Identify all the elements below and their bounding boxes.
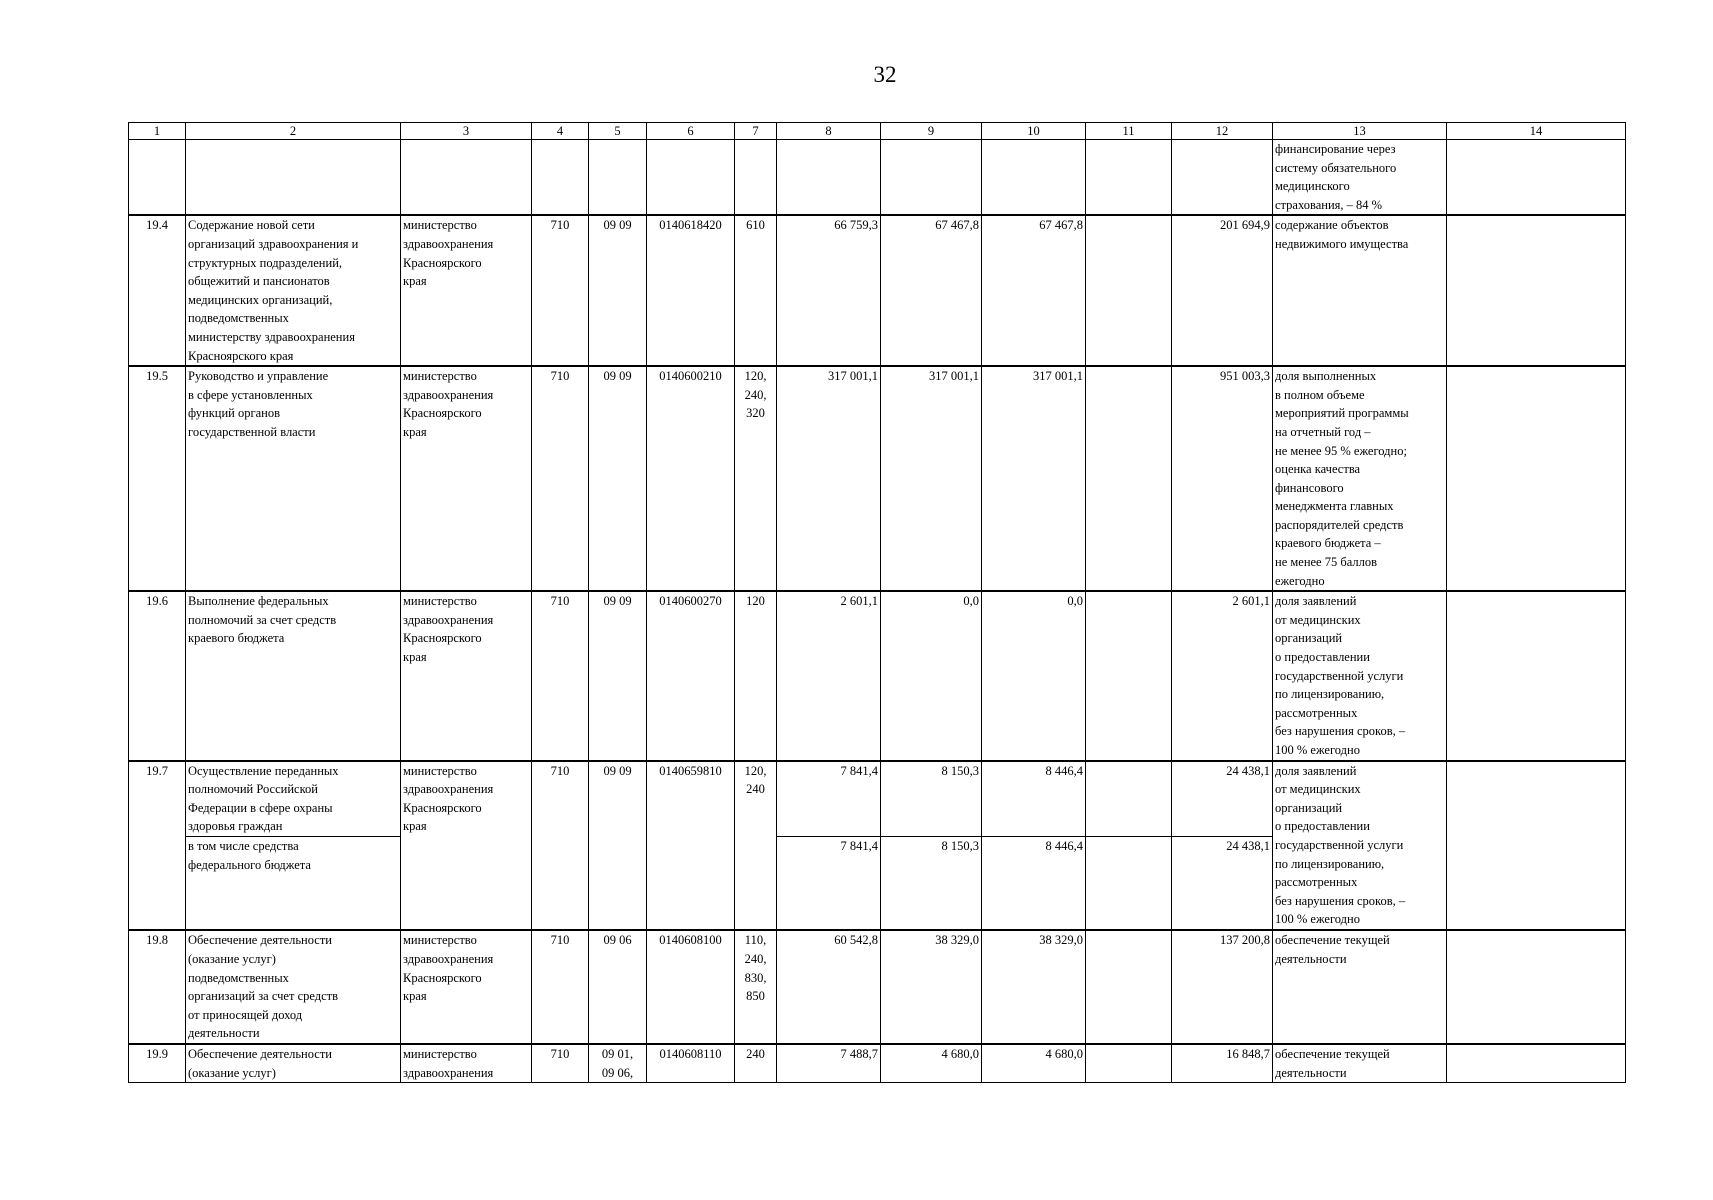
cell-col14 bbox=[1447, 930, 1626, 1044]
column-header: 1 bbox=[129, 123, 186, 140]
cell-result: обеспечение текущей деятельности bbox=[1273, 1044, 1447, 1083]
cell-expense-type: 120 bbox=[735, 591, 777, 760]
cell-year3: 38 329,0 bbox=[982, 930, 1086, 1044]
cell-name: Обеспечение деятельности (оказание услуг) подведомственных организаций за счет средств от приносящей доход деятельности bbox=[186, 930, 401, 1044]
cell-result: доля заявлений от медицинских организаций о предоставлении государственной услуги по лицензированию, рассмотренных без нарушения сроков, – 100 % ежегодно bbox=[1273, 591, 1447, 760]
table-row bbox=[129, 1044, 1626, 1083]
cell-executor: министерство здравоохранения Красноярского края bbox=[401, 366, 532, 591]
cell-section bbox=[589, 140, 647, 216]
cell-number: 19.6 bbox=[129, 591, 186, 760]
cell-year2: 0,0 bbox=[881, 591, 982, 760]
column-header: 3 bbox=[401, 123, 532, 140]
cell-col14 bbox=[1447, 761, 1626, 931]
cell-col11 bbox=[1086, 140, 1172, 216]
cell-number: 19.4 bbox=[129, 215, 186, 366]
cell-year3: 317 001,1 bbox=[982, 366, 1086, 591]
column-header: 9 bbox=[881, 123, 982, 140]
column-header: 12 bbox=[1172, 123, 1273, 140]
cell-target-article: 0140608110 bbox=[647, 1044, 735, 1083]
cell-year2: 8 150,3 bbox=[881, 836, 982, 930]
table-row bbox=[129, 591, 1626, 760]
cell-expense-type: 120, 240, 320 bbox=[735, 366, 777, 591]
column-header: 4 bbox=[532, 123, 589, 140]
cell-target-article: 0140608100 bbox=[647, 930, 735, 1044]
cell-section: 09 09 bbox=[589, 761, 647, 931]
cell-result: обеспечение текущей деятельности bbox=[1273, 930, 1447, 1044]
cell-target-article: 0140618420 bbox=[647, 215, 735, 366]
cell-col14 bbox=[1447, 591, 1626, 760]
cell-name: Обеспечение деятельности (оказание услуг) bbox=[186, 1044, 401, 1083]
cell-grbs bbox=[532, 140, 589, 216]
cell-col14 bbox=[1447, 215, 1626, 366]
cell-executor: министерство здравоохранения Красноярского края bbox=[401, 761, 532, 931]
cell-expense-type: 120, 240 bbox=[735, 761, 777, 931]
table-row bbox=[129, 215, 1626, 366]
cell-total: 24 438,1 bbox=[1172, 761, 1273, 837]
cell-year1: 2 601,1 bbox=[777, 591, 881, 760]
cell-grbs: 710 bbox=[532, 591, 589, 760]
cell-executor: министерство здравоохранения Красноярского края bbox=[401, 591, 532, 760]
cell-result: содержание объектов недвижимого имущества bbox=[1273, 215, 1447, 366]
cell-number: 19.8 bbox=[129, 930, 186, 1044]
column-header: 13 bbox=[1273, 123, 1447, 140]
cell-year1: 7 841,4 bbox=[777, 836, 881, 930]
column-header: 11 bbox=[1086, 123, 1172, 140]
cell-executor: министерство здравоохранения Красноярского края bbox=[401, 930, 532, 1044]
budget-table bbox=[128, 122, 1626, 1083]
cell-col14 bbox=[1447, 140, 1626, 216]
cell-expense-type: 610 bbox=[735, 215, 777, 366]
cell-section: 09 06 bbox=[589, 930, 647, 1044]
cell-grbs: 710 bbox=[532, 215, 589, 366]
header-row bbox=[129, 123, 1626, 140]
cell-col11 bbox=[1086, 591, 1172, 760]
cell-target-article: 0140600270 bbox=[647, 591, 735, 760]
cell-year3: 8 446,4 bbox=[982, 761, 1086, 837]
cell-result: доля выполненных в полном объеме мероприятий программы на отчетный год – не менее 95 % ежегодно; оценка качества финансового менеджмента главных распорядителей средств краевого бюджета – не менее 75 баллов ежегодно bbox=[1273, 366, 1447, 591]
cell-year2: 4 680,0 bbox=[881, 1044, 982, 1083]
cell-total: 201 694,9 bbox=[1172, 215, 1273, 366]
column-header: 2 bbox=[186, 123, 401, 140]
cell-expense-type bbox=[735, 140, 777, 216]
cell-col11 bbox=[1086, 930, 1172, 1044]
cell-year3: 0,0 bbox=[982, 591, 1086, 760]
column-header: 5 bbox=[589, 123, 647, 140]
cell-name: Выполнение федеральных полномочий за счет средств краевого бюджета bbox=[186, 591, 401, 760]
cell-executor bbox=[401, 140, 532, 216]
cell-expense-type: 110, 240, 830, 850 bbox=[735, 930, 777, 1044]
cell-name bbox=[186, 140, 401, 216]
cell-total: 24 438,1 bbox=[1172, 836, 1273, 930]
column-header: 8 bbox=[777, 123, 881, 140]
table-row bbox=[129, 930, 1626, 1044]
cell-name: Содержание новой сети организаций здравоохранения и структурных подразделений, общежитий и пансионатов медицинских организаций, подведомственных министерству здравоохранения Красноярского края bbox=[186, 215, 401, 366]
cell-year1: 60 542,8 bbox=[777, 930, 881, 1044]
cell-target-article bbox=[647, 140, 735, 216]
cell-year2: 67 467,8 bbox=[881, 215, 982, 366]
cell-year1: 317 001,1 bbox=[777, 366, 881, 591]
table-row-continuation bbox=[129, 140, 1626, 216]
cell-total: 137 200,8 bbox=[1172, 930, 1273, 1044]
cell-executor: министерство здравоохранения bbox=[401, 1044, 532, 1083]
table-header bbox=[129, 123, 1626, 140]
cell-col14 bbox=[1447, 366, 1626, 591]
cell-year1: 7 488,7 bbox=[777, 1044, 881, 1083]
cell-number: 19.9 bbox=[129, 1044, 186, 1083]
cell-target-article: 0140600210 bbox=[647, 366, 735, 591]
cell-year3: 67 467,8 bbox=[982, 215, 1086, 366]
cell-number bbox=[129, 140, 186, 216]
column-header: 10 bbox=[982, 123, 1086, 140]
cell-year2: 38 329,0 bbox=[881, 930, 982, 1044]
column-header: 7 bbox=[735, 123, 777, 140]
page-number: 32 bbox=[873, 62, 897, 87]
cell-year2: 8 150,3 bbox=[881, 761, 982, 837]
cell-col11 bbox=[1086, 215, 1172, 366]
cell-year1: 7 841,4 bbox=[777, 761, 881, 837]
cell-year3 bbox=[982, 140, 1086, 216]
cell-section: 09 09 bbox=[589, 591, 647, 760]
column-header: 14 bbox=[1447, 123, 1626, 140]
table-row bbox=[129, 366, 1626, 591]
cell-total: 951 003,3 bbox=[1172, 366, 1273, 591]
cell-col14 bbox=[1447, 1044, 1626, 1083]
cell-section: 09 01, 09 06, bbox=[589, 1044, 647, 1083]
cell-number: 19.5 bbox=[129, 366, 186, 591]
cell-total: 16 848,7 bbox=[1172, 1044, 1273, 1083]
cell-total: 2 601,1 bbox=[1172, 591, 1273, 760]
column-header: 6 bbox=[647, 123, 735, 140]
cell-total bbox=[1172, 140, 1273, 216]
cell-section: 09 09 bbox=[589, 366, 647, 591]
cell-col11 bbox=[1086, 761, 1172, 837]
cell-grbs: 710 bbox=[532, 930, 589, 1044]
cell-name: Осуществление переданных полномочий Российской Федерации в сфере охраны здоровья граждан bbox=[186, 761, 401, 837]
cell-col11 bbox=[1086, 1044, 1172, 1083]
cell-number: 19.7 bbox=[129, 761, 186, 931]
cell-col11 bbox=[1086, 366, 1172, 591]
cell-year2 bbox=[881, 140, 982, 216]
cell-result: финансирование через систему обязательного медицинского страхования, – 84 % bbox=[1273, 140, 1447, 216]
cell-year1 bbox=[777, 140, 881, 216]
cell-name: Руководство и управление в сфере установленных функций органов государственной власти bbox=[186, 366, 401, 591]
cell-grbs: 710 bbox=[532, 1044, 589, 1083]
cell-col11 bbox=[1086, 836, 1172, 930]
cell-year2: 317 001,1 bbox=[881, 366, 982, 591]
cell-year3: 8 446,4 bbox=[982, 836, 1086, 930]
cell-grbs: 710 bbox=[532, 366, 589, 591]
cell-expense-type: 240 bbox=[735, 1044, 777, 1083]
cell-year1: 66 759,3 bbox=[777, 215, 881, 366]
cell-section: 09 09 bbox=[589, 215, 647, 366]
cell-name: в том числе средства федерального бюджета bbox=[186, 836, 401, 930]
cell-executor: министерство здравоохранения Красноярского края bbox=[401, 215, 532, 366]
cell-result: доля заявлений от медицинских организаций о предоставлении государственной услуги по лицензированию, рассмотренных без нарушения сроков, – 100 % ежегодно bbox=[1273, 761, 1447, 931]
table-row bbox=[129, 761, 1626, 837]
cell-target-article: 0140659810 bbox=[647, 761, 735, 931]
cell-grbs: 710 bbox=[532, 761, 589, 931]
cell-year3: 4 680,0 bbox=[982, 1044, 1086, 1083]
